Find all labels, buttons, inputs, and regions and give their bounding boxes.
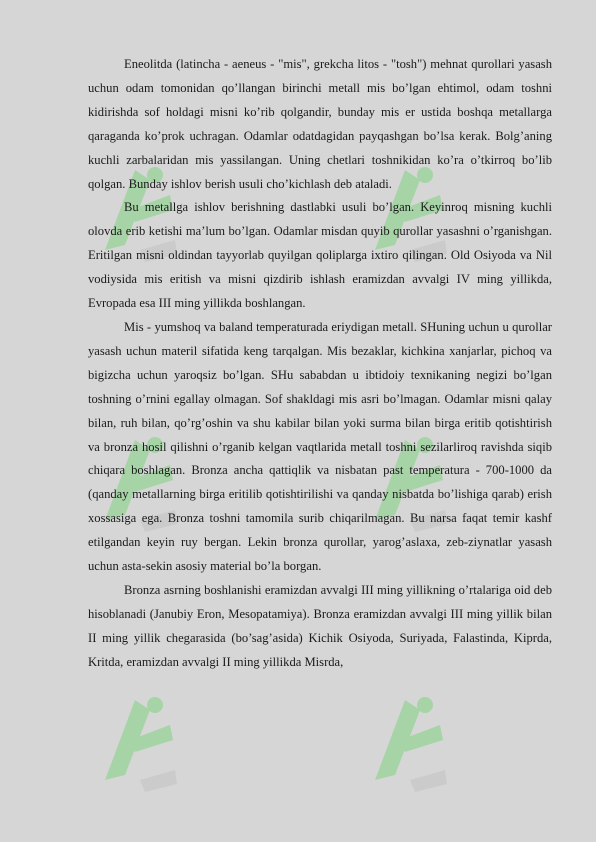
watermark-logo-icon — [95, 680, 185, 800]
paragraph: Mis - yumshoq va baland temperaturada eriydigan metall. SHuning uchun u qurollar yasash uchun materil sifatida keng tarqalgan. Mis bezaklar, kichkina xanjarlar, pichoq va bigizcha uchun yaroqsiz bo’lgan. SHu sababdan u ibtidoiy texnikaning negizi bo’lgan toshning o’rnini egallay olmagan. Sof shakldagi mis asri bo’lmagan. Odamlar misni qalay bilan, ruh bilan, qo’rg’oshin va shu kabilar bilan yoki surma bilan birga eritib qotishtirish va bronza hosil qilishni o’rganib kelgan vaqtlarida metall toshni sezilarliroq ravishda siqib chiqara boshlagan. Bronza ancha qattiqlik va nisbatan past temperatura - 700-1000 da (qanday metallarning birga eritilib qotishtirilishi va qanday nisbatda bo’lishiga qarab) erish xossasiga ega. Bronza toshni tamomila surib chiqarilmagan. Bu narsa faqat temir kashf etilgandan keyin ruy bergan. Lekin bronza qurollar, yarog’aslaxa, zeb-ziynatlar yasash uchun asta-sekin asosiy material bo’la borgan. — [88, 319, 552, 574]
paragraph: Bronza asrning boshlanishi eramizdan avvalgi III ming yillikning o’rtalariga oid deb hisoblanadi (Janubiy Eron, Mesopatamiya). Bronza eramizdan avvalgi III ming yillik bilan II ming yillik chegarasida (bo’sag’asida) Kichik Osiyoda, Suriyada, Falastinda, Kiprda, Kritda, eramizdan avvalgi II ming yillikda Misrda, — [88, 582, 552, 669]
body-text — [88, 53, 552, 675]
watermark-logo-icon — [365, 680, 455, 800]
paragraph: Eneolitda (latincha - aeneus - "mis", grekcha litos - "tosh") mehnat qurollari yasash uchun odam tomonidan qo’llangan birinchi metall mis bo’lgan ehtimol, odam toshni kidirishda sof holdagi misni ko’rib qolgandir, bunday mis er ustida boshqa metallarga qaraganda ko’prok uchragan. Odamlar odatdagidan payqashgan bo’lsa kerak. Bolg’aning kuchli zarbalaridan mis yassilangan. Uning chetlari toshnikidan ko’ra o’tkirroq bo’lib qolgan. Bunday ishlov berish usuli cho’kichlash deb ataladi. — [88, 57, 552, 191]
paragraph: Bu metallga ishlov berishning dastlabki usuli bo’lgan. Keyinroq misning kuchli olovda erib ketishi ma’lum bo’lgan. Odamlar misdan quyib qurollar yasashni o’rganishgan. Eritilgan misni oldindan tayyorlab quyilgan qoliplarga ixtiro qilingan. Old Osiyoda va Nil vodiysida mis eritish va misni qizdirib ishlash eramizdan avvalgi IV ming yillikda, Evropada esa III ming yillikda boshlangan. — [88, 200, 552, 311]
